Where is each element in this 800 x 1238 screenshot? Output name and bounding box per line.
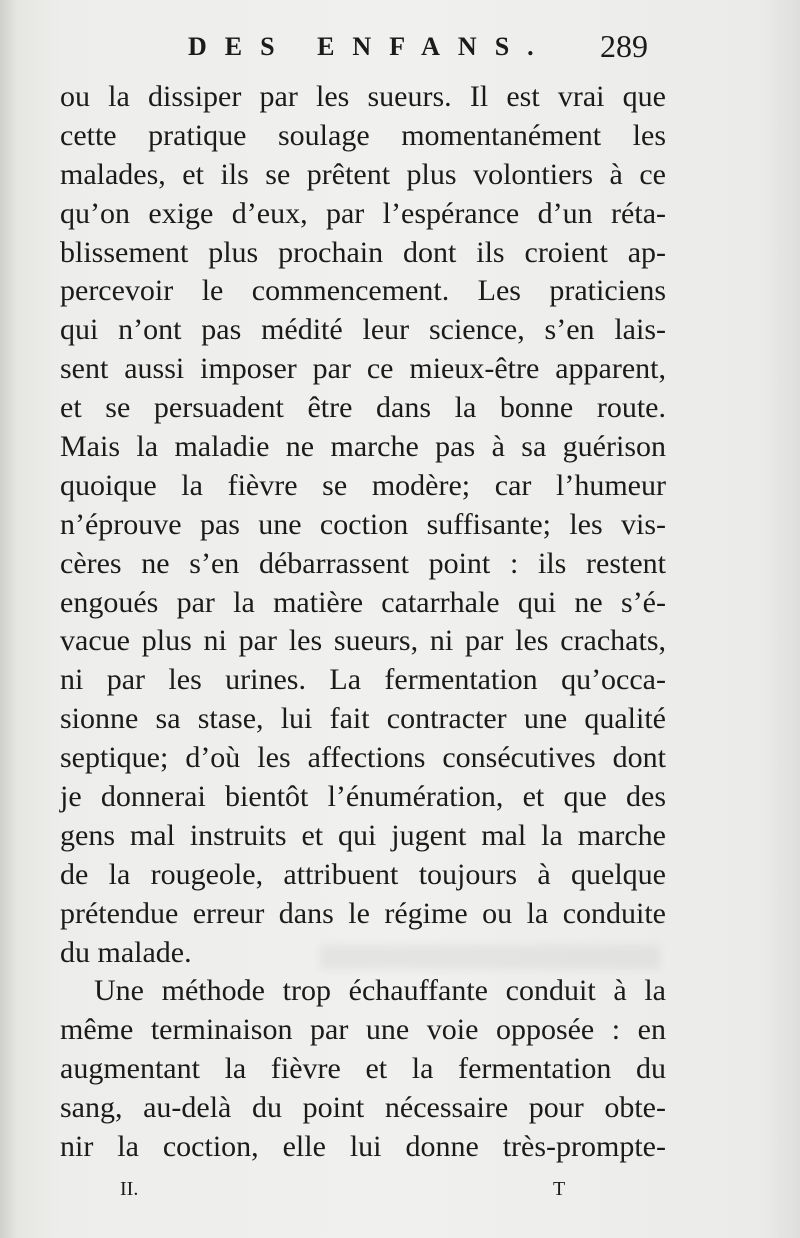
paragraph-end-line: du malade.	[60, 935, 192, 969]
text-line: blissement plus prochain dont ils croient ap-	[60, 235, 666, 269]
text-line: quoique la fièvre se modère; car l’humeur	[60, 468, 666, 502]
text-line: prétendue erreur dans le régime ou la conduite	[60, 896, 666, 930]
text-line: même terminaison par une voie opposée : en	[60, 1013, 666, 1047]
text-line: engoués par la matière catarrhale qui ne s’é-	[60, 585, 666, 619]
text-line: et se persuadent être dans la bonne route.	[60, 391, 666, 425]
paragraph-start-line: Une méthode trop échauffante conduit à la	[94, 974, 666, 1008]
text-line: cères ne s’en débarrassent point : ils restent	[60, 546, 666, 580]
text-line: Mais la maladie ne marche pas à sa guérison	[60, 430, 666, 464]
text-line: sionne sa stase, lui fait contracter une qualité	[60, 702, 666, 736]
page-body-text	[60, 78, 666, 1167]
text-line: ni par les urines. La fermentation qu’occa-	[60, 663, 666, 697]
text-line: cette pratique soulage momentanément les	[60, 118, 666, 152]
text-line: sent aussi imposer par ce mieux-être apparent,	[60, 352, 666, 386]
text-line: gens mal instruits et qui jugent mal la marche	[60, 818, 666, 852]
text-line: je donnerai bientôt l’énumération, et que des	[60, 780, 666, 814]
text-line: vacue plus ni par les sueurs, ni par les crachats,	[60, 624, 666, 658]
text-line: n’éprouve pas une coction suffisante; les vis-	[60, 507, 666, 541]
text-line: qu’on exige d’eux, par l’espérance d’un réta-	[60, 196, 666, 230]
page-number: 289	[600, 28, 648, 64]
text-line: augmentant la fièvre et la fermentation du	[60, 1052, 666, 1086]
page-footer	[0, 1178, 800, 1208]
text-line: de la rougeole, attribuent toujours à quelque	[60, 857, 666, 891]
gathering-letter: T	[553, 1178, 566, 1200]
running-head: DES ENFANS.	[188, 32, 552, 61]
text-line: sang, au-delà du point nécessaire pour obte-	[60, 1091, 666, 1125]
text-line: septique; d’où les affections consécutives dont	[60, 741, 666, 775]
signature-mark: II.	[120, 1178, 139, 1200]
page-header	[0, 28, 800, 76]
text-line: percevoir le commencement. Les praticiens	[60, 274, 666, 308]
text-line: malades, et ils se prêtent plus volontiers à ce	[60, 157, 666, 191]
text-line: ou la dissiper par les sueurs. Il est vrai que	[60, 80, 666, 113]
text-line: qui n’ont pas médité leur science, s’en lais-	[60, 313, 666, 347]
text-line: nir la coction, elle lui donne très-prompte-	[60, 1130, 666, 1164]
